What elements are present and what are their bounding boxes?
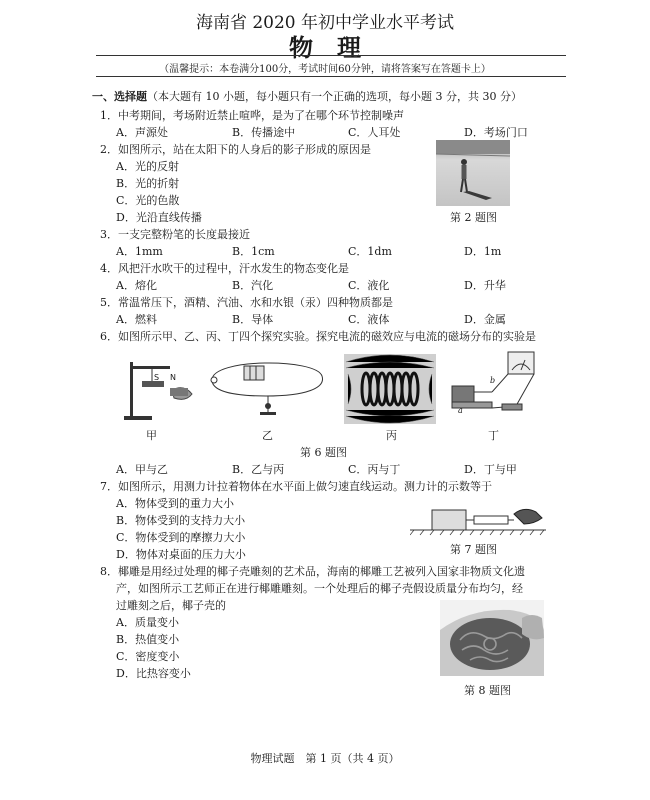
q6-figure-jia	[110, 352, 206, 422]
q8-option-b: B．热值变小	[116, 633, 180, 646]
q1-option-d: D．考场门口	[464, 126, 528, 139]
divider-top	[96, 55, 566, 56]
section-note: （本大题有 10 小题，每小题只有一个正确的选项，每小题 3 分，共 30 分）	[147, 90, 522, 103]
divider-bottom	[96, 76, 566, 77]
q6-caption: 第 6 题图	[300, 446, 347, 459]
q6-figure-bing	[344, 354, 436, 424]
fig6-a-label: a	[458, 406, 463, 415]
fig6-n-label: N	[170, 373, 176, 382]
question-4: 4．风把汗水吹干的过程中，汗水发生的物态变化是	[100, 262, 349, 275]
question-3: 3．一支完整粉笔的长度最接近	[100, 228, 250, 241]
question-2: 2．如图所示，站在太阳下的人身后的影子形成的原因是	[100, 143, 371, 156]
q2-figure-shadow-photo	[436, 140, 510, 206]
q1-option-a: A．声源处	[116, 126, 168, 139]
q7-caption: 第 7 题图	[450, 543, 497, 556]
q6-figure-ding	[446, 346, 542, 422]
q5-option-a: A．燃料	[116, 313, 157, 326]
question-8-line-3: 过雕刻之后，椰子壳的	[116, 599, 226, 612]
q6-label-jia: 甲	[146, 429, 157, 442]
q5-option-c: C．液体	[348, 313, 390, 326]
q3-option-d: D．1m	[464, 245, 502, 258]
q3-option-a: A．1mm	[116, 245, 163, 258]
subject-title: 物理	[289, 33, 385, 62]
q1-option-b: B．传播途中	[232, 126, 296, 139]
q8-option-c: C．密度变小	[116, 650, 180, 663]
q1-option-c: C．人耳处	[348, 126, 401, 139]
q3-option-b: B．1cm	[232, 245, 275, 258]
question-7: 7．如图所示，用测力计拉着物体在水平面上做匀速直线运动。测力计的示数等于	[100, 480, 492, 493]
q7-option-c: C．物体受到的摩擦力大小	[116, 531, 246, 544]
q6-figure-yi	[206, 352, 330, 422]
fig6-s-label: S	[154, 373, 160, 382]
q6-option-d: D．丁与甲	[464, 463, 517, 476]
q7-figure-spring-scale	[410, 496, 546, 536]
q2-option-b: B．光的折射	[116, 177, 180, 190]
q8-figure-coconut-carving	[440, 600, 544, 676]
q7-option-a: A．物体受到的重力大小	[116, 497, 234, 510]
fig6-b-label: b	[490, 376, 496, 385]
section-title: 一、选择题	[92, 90, 147, 103]
q2-option-a: A．光的反射	[116, 160, 179, 173]
q5-option-b: B．导体	[232, 313, 274, 326]
q6-option-b: B．乙与丙	[232, 463, 285, 476]
q8-option-d: D．比热容变小	[116, 667, 191, 680]
q8-caption: 第 8 题图	[464, 684, 511, 697]
question-5: 5．常温常压下，酒精、汽油、水和水银（汞）四种物质都是	[100, 296, 393, 309]
q3-option-c: C．1dm	[348, 245, 392, 258]
q6-label-yi: 乙	[262, 429, 273, 442]
q8-option-a: A．质量变小	[116, 616, 179, 629]
q2-caption: 第 2 题图	[450, 211, 497, 224]
q6-option-a: A．甲与乙	[116, 463, 168, 476]
q4-option-d: D．升华	[464, 279, 506, 292]
q6-option-c: C．丙与丁	[348, 463, 401, 476]
q7-option-b: B．物体受到的支持力大小	[116, 514, 246, 527]
exam-title: 海南省 2020 年初中学业水平考试	[195, 13, 455, 33]
question-6: 6．如图所示甲、乙、丙、丁四个探究实验。探究电流的磁效应与电流的磁场分布的实验是	[100, 330, 536, 343]
q5-option-d: D．金属	[464, 313, 506, 326]
q2-option-d: D．光沿直线传播	[116, 211, 202, 224]
page-footer: 物理试题 第 1 页（共 4 页）	[250, 752, 400, 765]
q4-option-a: A．熔化	[116, 279, 157, 292]
question-1: 1．中考期间，考场附近禁止喧哗，是为了在哪个环节控制噪声	[100, 109, 404, 122]
q6-label-bing: 丙	[386, 429, 397, 442]
q4-option-c: C．液化	[348, 279, 390, 292]
q7-option-d: D．物体对桌面的压力大小	[116, 548, 246, 561]
q2-option-c: C．光的色散	[116, 194, 180, 207]
q6-label-ding: 丁	[488, 429, 499, 442]
section-heading	[92, 88, 522, 104]
exam-tip: （温馨提示：本卷满分100分，考试时间60分钟，请将答案写在答题卡上）	[159, 64, 491, 75]
question-8-line-2: 产，如图所示工艺师正在进行椰雕雕刻。一个处理后的椰子壳假设质量分布均匀，经	[116, 582, 523, 595]
question-8-line-1: 8．椰雕是用经过处理的椰子壳雕刻的艺术品，海南的椰雕工艺被列入国家非物质文化遗	[100, 565, 525, 578]
q4-option-b: B．汽化	[232, 279, 274, 292]
